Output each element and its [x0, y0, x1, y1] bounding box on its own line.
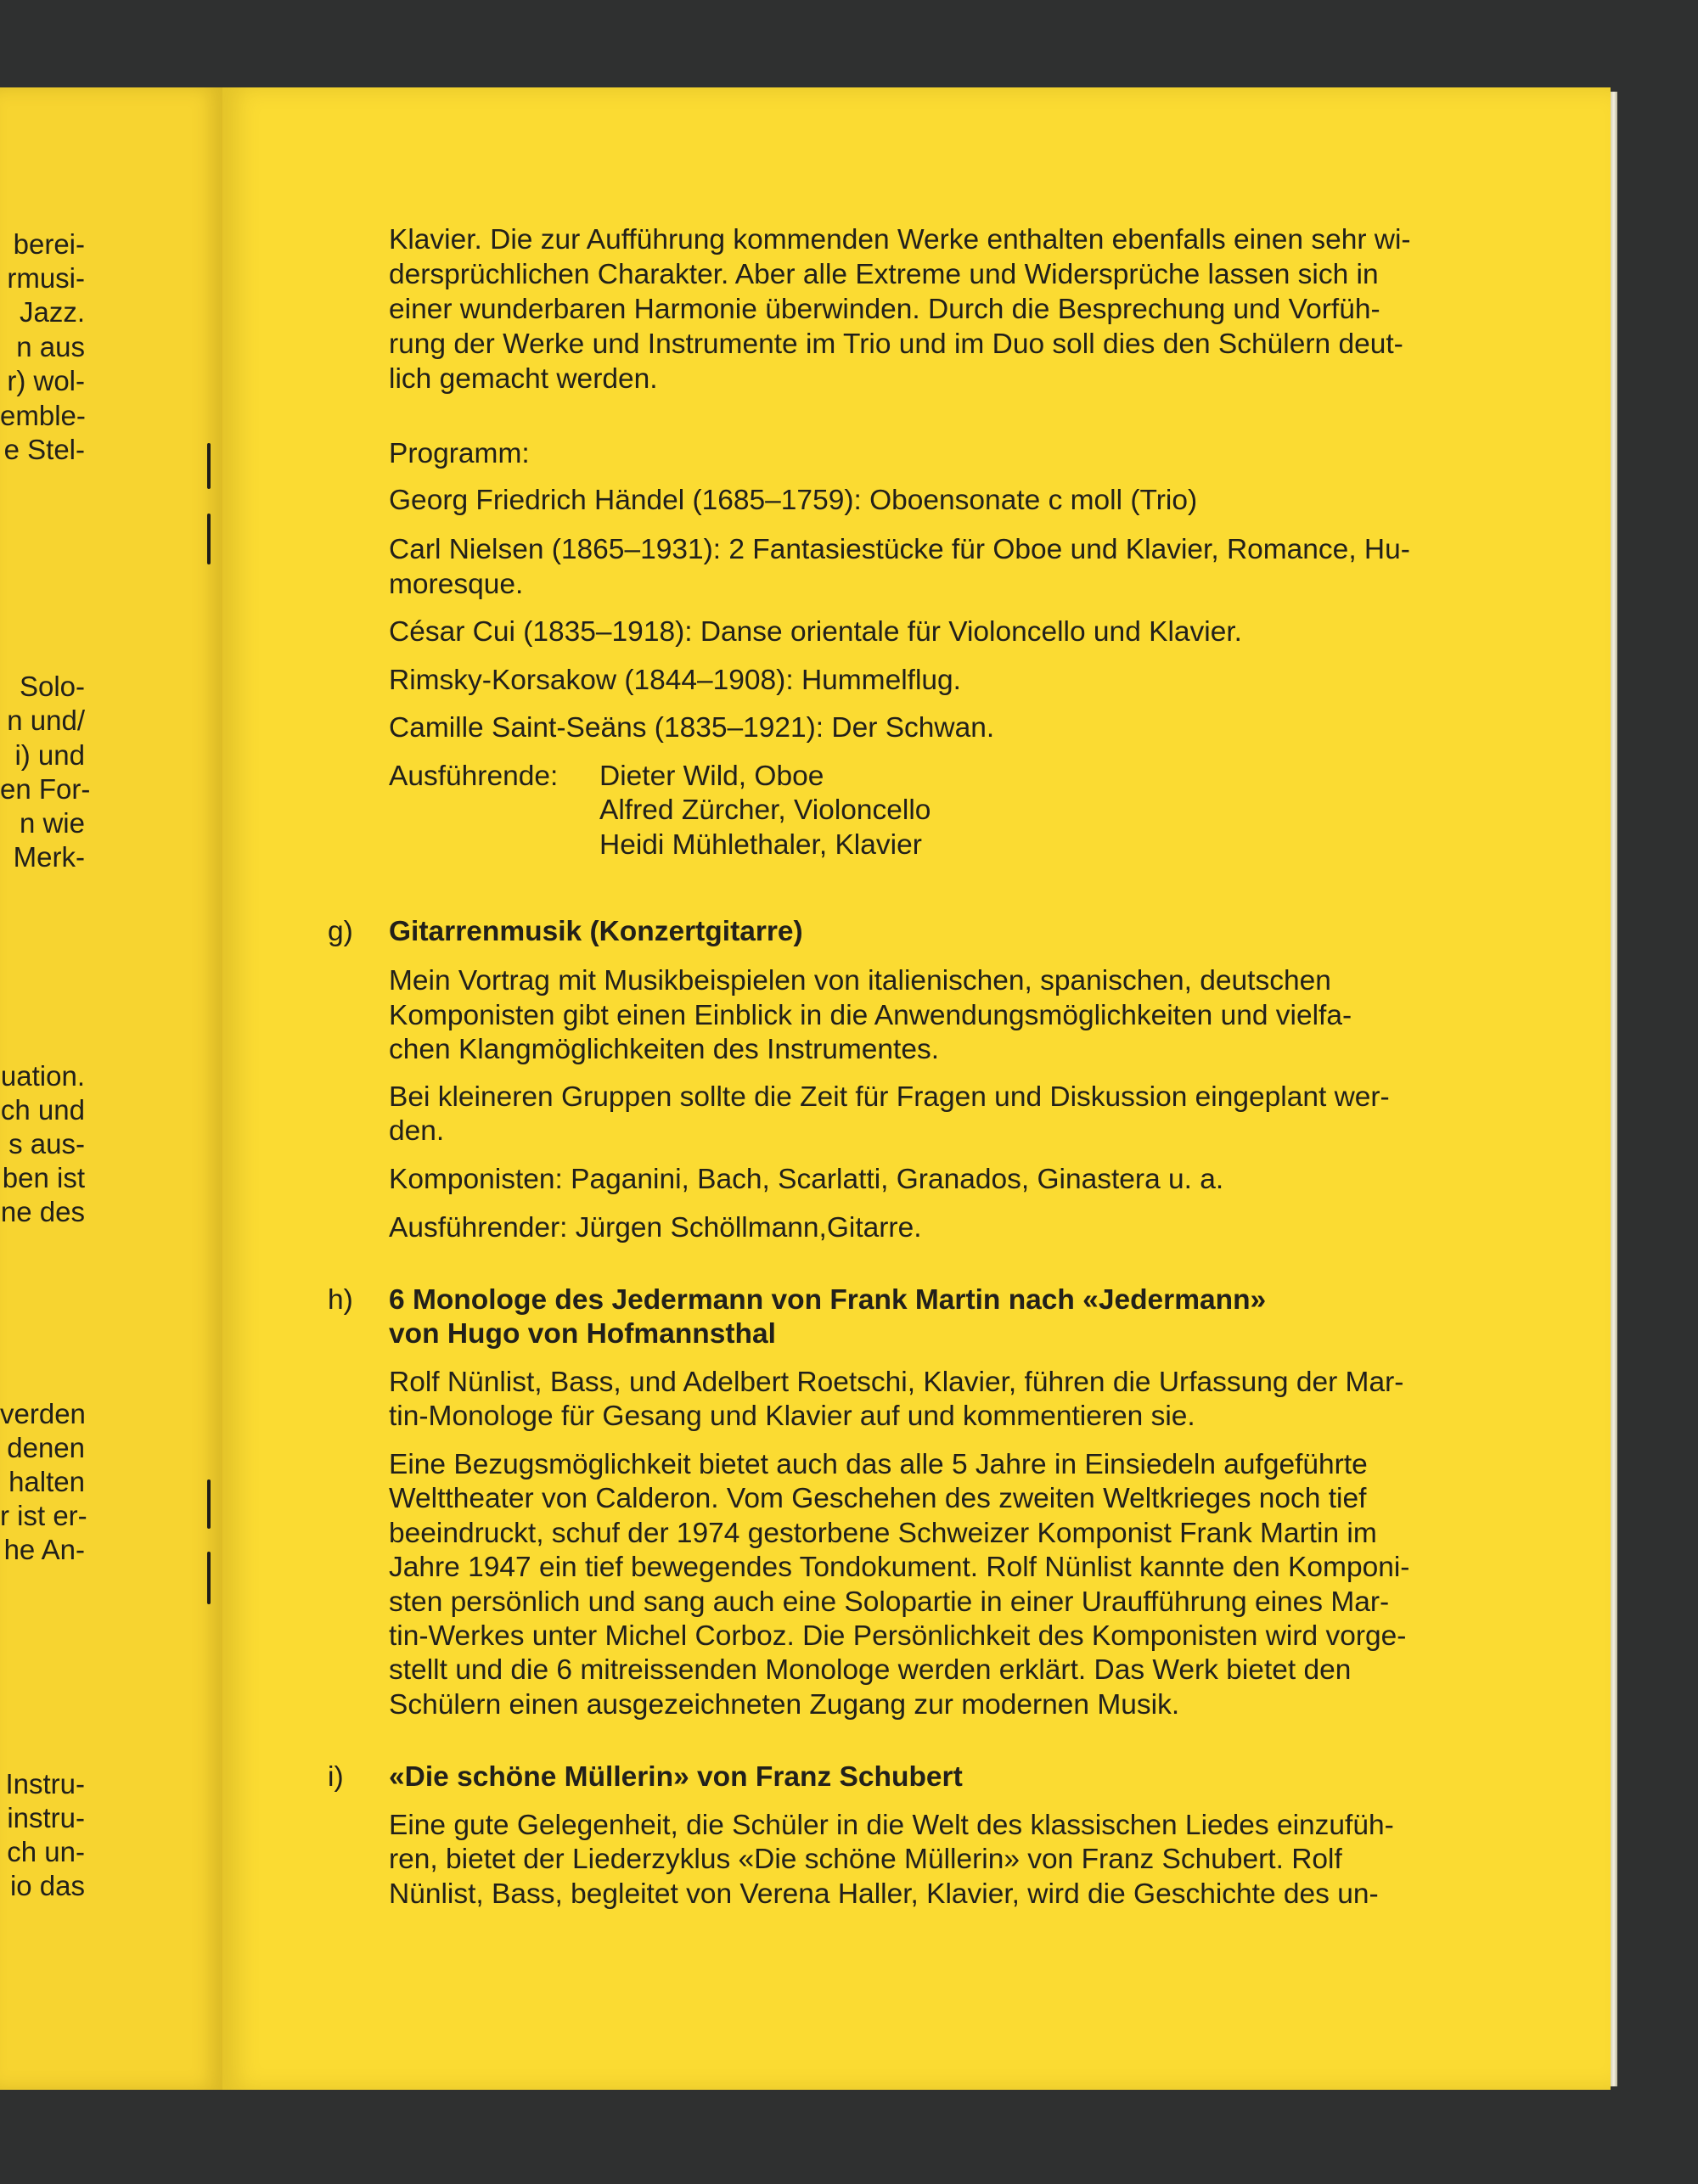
- left-text-fragment: n aus: [16, 331, 85, 362]
- performer-name: Dieter Wild, Oboe: [599, 761, 824, 792]
- left-text-fragment: halten: [8, 1466, 85, 1497]
- section-i-paragraph-line: ren, bietet der Liederzyklus «Die schöne Müllerin» von Franz Schubert. Rolf: [389, 1844, 1342, 1875]
- section-h-paragraph-line: Rolf Nünlist, Bass, und Adelbert Roetschi, Klavier, führen die Urfassung der Mar-: [389, 1367, 1404, 1398]
- left-text-fragment: r ist er-: [0, 1500, 87, 1531]
- left-text-fragment: Merk-: [13, 841, 85, 873]
- performers-label: Ausführende:: [389, 761, 559, 792]
- left-text-fragment: uation.: [0, 1060, 85, 1092]
- left-text-fragment: en For-: [0, 773, 91, 805]
- programm-item: Georg Friedrich Händel (1685–1759): Oboensonate c moll (Trio): [389, 485, 1198, 516]
- left-text-fragment: io das: [9, 1870, 85, 1901]
- section-h-paragraph-line: tin-Werkes unter Michel Corboz. Die Persönlichkeit des Komponisten wird vorge-: [389, 1620, 1407, 1652]
- left-text-fragment: n und/: [7, 705, 85, 736]
- programm-item: César Cui (1835–1918): Danse orientale für Violoncello und Klavier.: [389, 616, 1242, 648]
- section-g-paragraph-line: Komponisten: Paganini, Bach, Scarlatti, Granados, Ginastera u. a.: [389, 1164, 1224, 1195]
- section-h-paragraph-line: sten persönlich und sang auch eine Solopartie in einer Uraufführung eines Mar-: [389, 1586, 1390, 1618]
- section-g-paragraph-line: Mein Vortrag mit Musikbeispielen von italienischen, spanischen, deutschen: [389, 965, 1331, 997]
- left-text-fragment: n wie: [19, 807, 85, 839]
- left-text-fragment: berei-: [13, 228, 85, 260]
- programm-item: Carl Nielsen (1865–1931): 2 Fantasiestücke für Oboe und Klavier, Romance, Hu-: [389, 534, 1410, 565]
- left-text-fragment: ch und: [0, 1094, 85, 1126]
- section-g-paragraph-line: Komponisten gibt einen Einblick in die Anwendungsmöglichkeiten und vielfa-: [389, 1000, 1352, 1031]
- left-text-fragment: r) wol-: [7, 365, 85, 396]
- intro-line: Klavier. Die zur Aufführung kommenden Werke enthalten ebenfalls einen sehr wi-: [389, 224, 1411, 255]
- section-h-paragraph-line: Eine Bezugsmöglichkeit bietet auch das alle 5 Jahre in Einsiedeln aufgeführte: [389, 1449, 1368, 1480]
- section-h-paragraph-line: stellt und die 6 mitreissenden Monologe werden erklärt. Das Werk bietet den: [389, 1654, 1352, 1686]
- section-h-paragraph-line: beeindruckt, schuf der 1974 gestorbene Schweizer Komponist Frank Martin im: [389, 1518, 1377, 1549]
- section-i-paragraph-line: Eine gute Gelegenheit, die Schüler in die Welt des klassischen Liedes einzufüh-: [389, 1810, 1394, 1841]
- left-text-fragment: denen: [7, 1432, 85, 1463]
- section-title-h: 6 Monologe des Jedermann von Frank Martin nach «Jedermann»: [389, 1284, 1267, 1316]
- programm-item: Rimsky-Korsakow (1844–1908): Hummelflug.: [389, 665, 961, 696]
- left-text-fragment: i) und: [14, 739, 85, 771]
- left-text-fragment: ben ist: [2, 1162, 85, 1193]
- section-h-paragraph-line: Welttheater von Calderon. Vom Geschehen des zweiten Weltkrieges noch tief: [389, 1483, 1367, 1514]
- section-title-h: von Hugo von Hofmannsthal: [389, 1318, 776, 1350]
- left-text-fragment: rmusi-: [7, 262, 85, 294]
- performer-name: Alfred Zürcher, Violoncello: [599, 794, 931, 826]
- left-text-fragment: Jazz.: [19, 296, 85, 328]
- section-h-paragraph-line: Jahre 1947 ein tief bewegendes Tondokument. Rolf Nünlist kannte den Komponi-: [389, 1552, 1410, 1583]
- left-text-fragment: s aus-: [8, 1128, 85, 1159]
- left-text-fragment: emble-: [0, 400, 86, 431]
- section-g-paragraph-line: Ausführender: Jürgen Schöllmann,Gitarre.: [389, 1212, 922, 1244]
- section-g-paragraph-line: chen Klangmöglichkeiten des Instrumentes.: [389, 1034, 940, 1065]
- intro-line: rung der Werke und Instrumente im Trio und im Duo soll dies den Schülern deut-: [389, 328, 1403, 360]
- left-text-fragment: verden: [0, 1398, 86, 1429]
- section-label-g: g): [328, 916, 353, 947]
- intro-line: dersprüchlichen Charakter. Aber alle Extreme und Widersprüche lassen sich in: [389, 259, 1379, 290]
- intro-line: lich gemacht werden.: [389, 363, 658, 395]
- section-label-i: i): [328, 1761, 344, 1793]
- section-h-paragraph-line: Schülern einen ausgezeichneten Zugang zur modernen Musik.: [389, 1689, 1180, 1721]
- programm-item: Camille Saint-Seäns (1835–1921): Der Schwan.: [389, 712, 995, 744]
- programm-heading: Programm:: [389, 438, 530, 469]
- left-text-fragment: ne des: [0, 1196, 85, 1227]
- section-h-paragraph-line: tin-Monologe für Gesang und Klavier auf und kommentieren sie.: [389, 1401, 1195, 1432]
- intro-line: einer wunderbaren Harmonie überwinden. Durch die Besprechung und Vorfüh-: [389, 294, 1380, 325]
- left-text-fragment: e Stel-: [3, 434, 85, 465]
- section-i-paragraph-line: Nünlist, Bass, begleitet von Verena Haller, Klavier, wird die Geschichte des un-: [389, 1878, 1379, 1910]
- left-text-fragment: instru-: [7, 1802, 85, 1833]
- section-title-g: Gitarrenmusik (Konzertgitarre): [389, 916, 803, 947]
- performer-name: Heidi Mühlethaler, Klavier: [599, 829, 922, 861]
- left-text-fragment: ch un-: [7, 1836, 85, 1867]
- left-text-fragment: Instru-: [5, 1768, 85, 1799]
- section-title-i: «Die schöne Müllerin» von Franz Schubert: [389, 1761, 963, 1793]
- left-text-fragment: he An-: [3, 1534, 85, 1565]
- section-label-h: h): [328, 1284, 353, 1316]
- programm-item: moresque.: [389, 569, 524, 600]
- page-edge: [1611, 92, 1617, 2086]
- section-g-paragraph-line: den.: [389, 1115, 445, 1147]
- section-g-paragraph-line: Bei kleineren Gruppen sollte die Zeit für Fragen und Diskussion eingeplant wer-: [389, 1081, 1390, 1113]
- left-text-fragment: Solo-: [19, 671, 85, 702]
